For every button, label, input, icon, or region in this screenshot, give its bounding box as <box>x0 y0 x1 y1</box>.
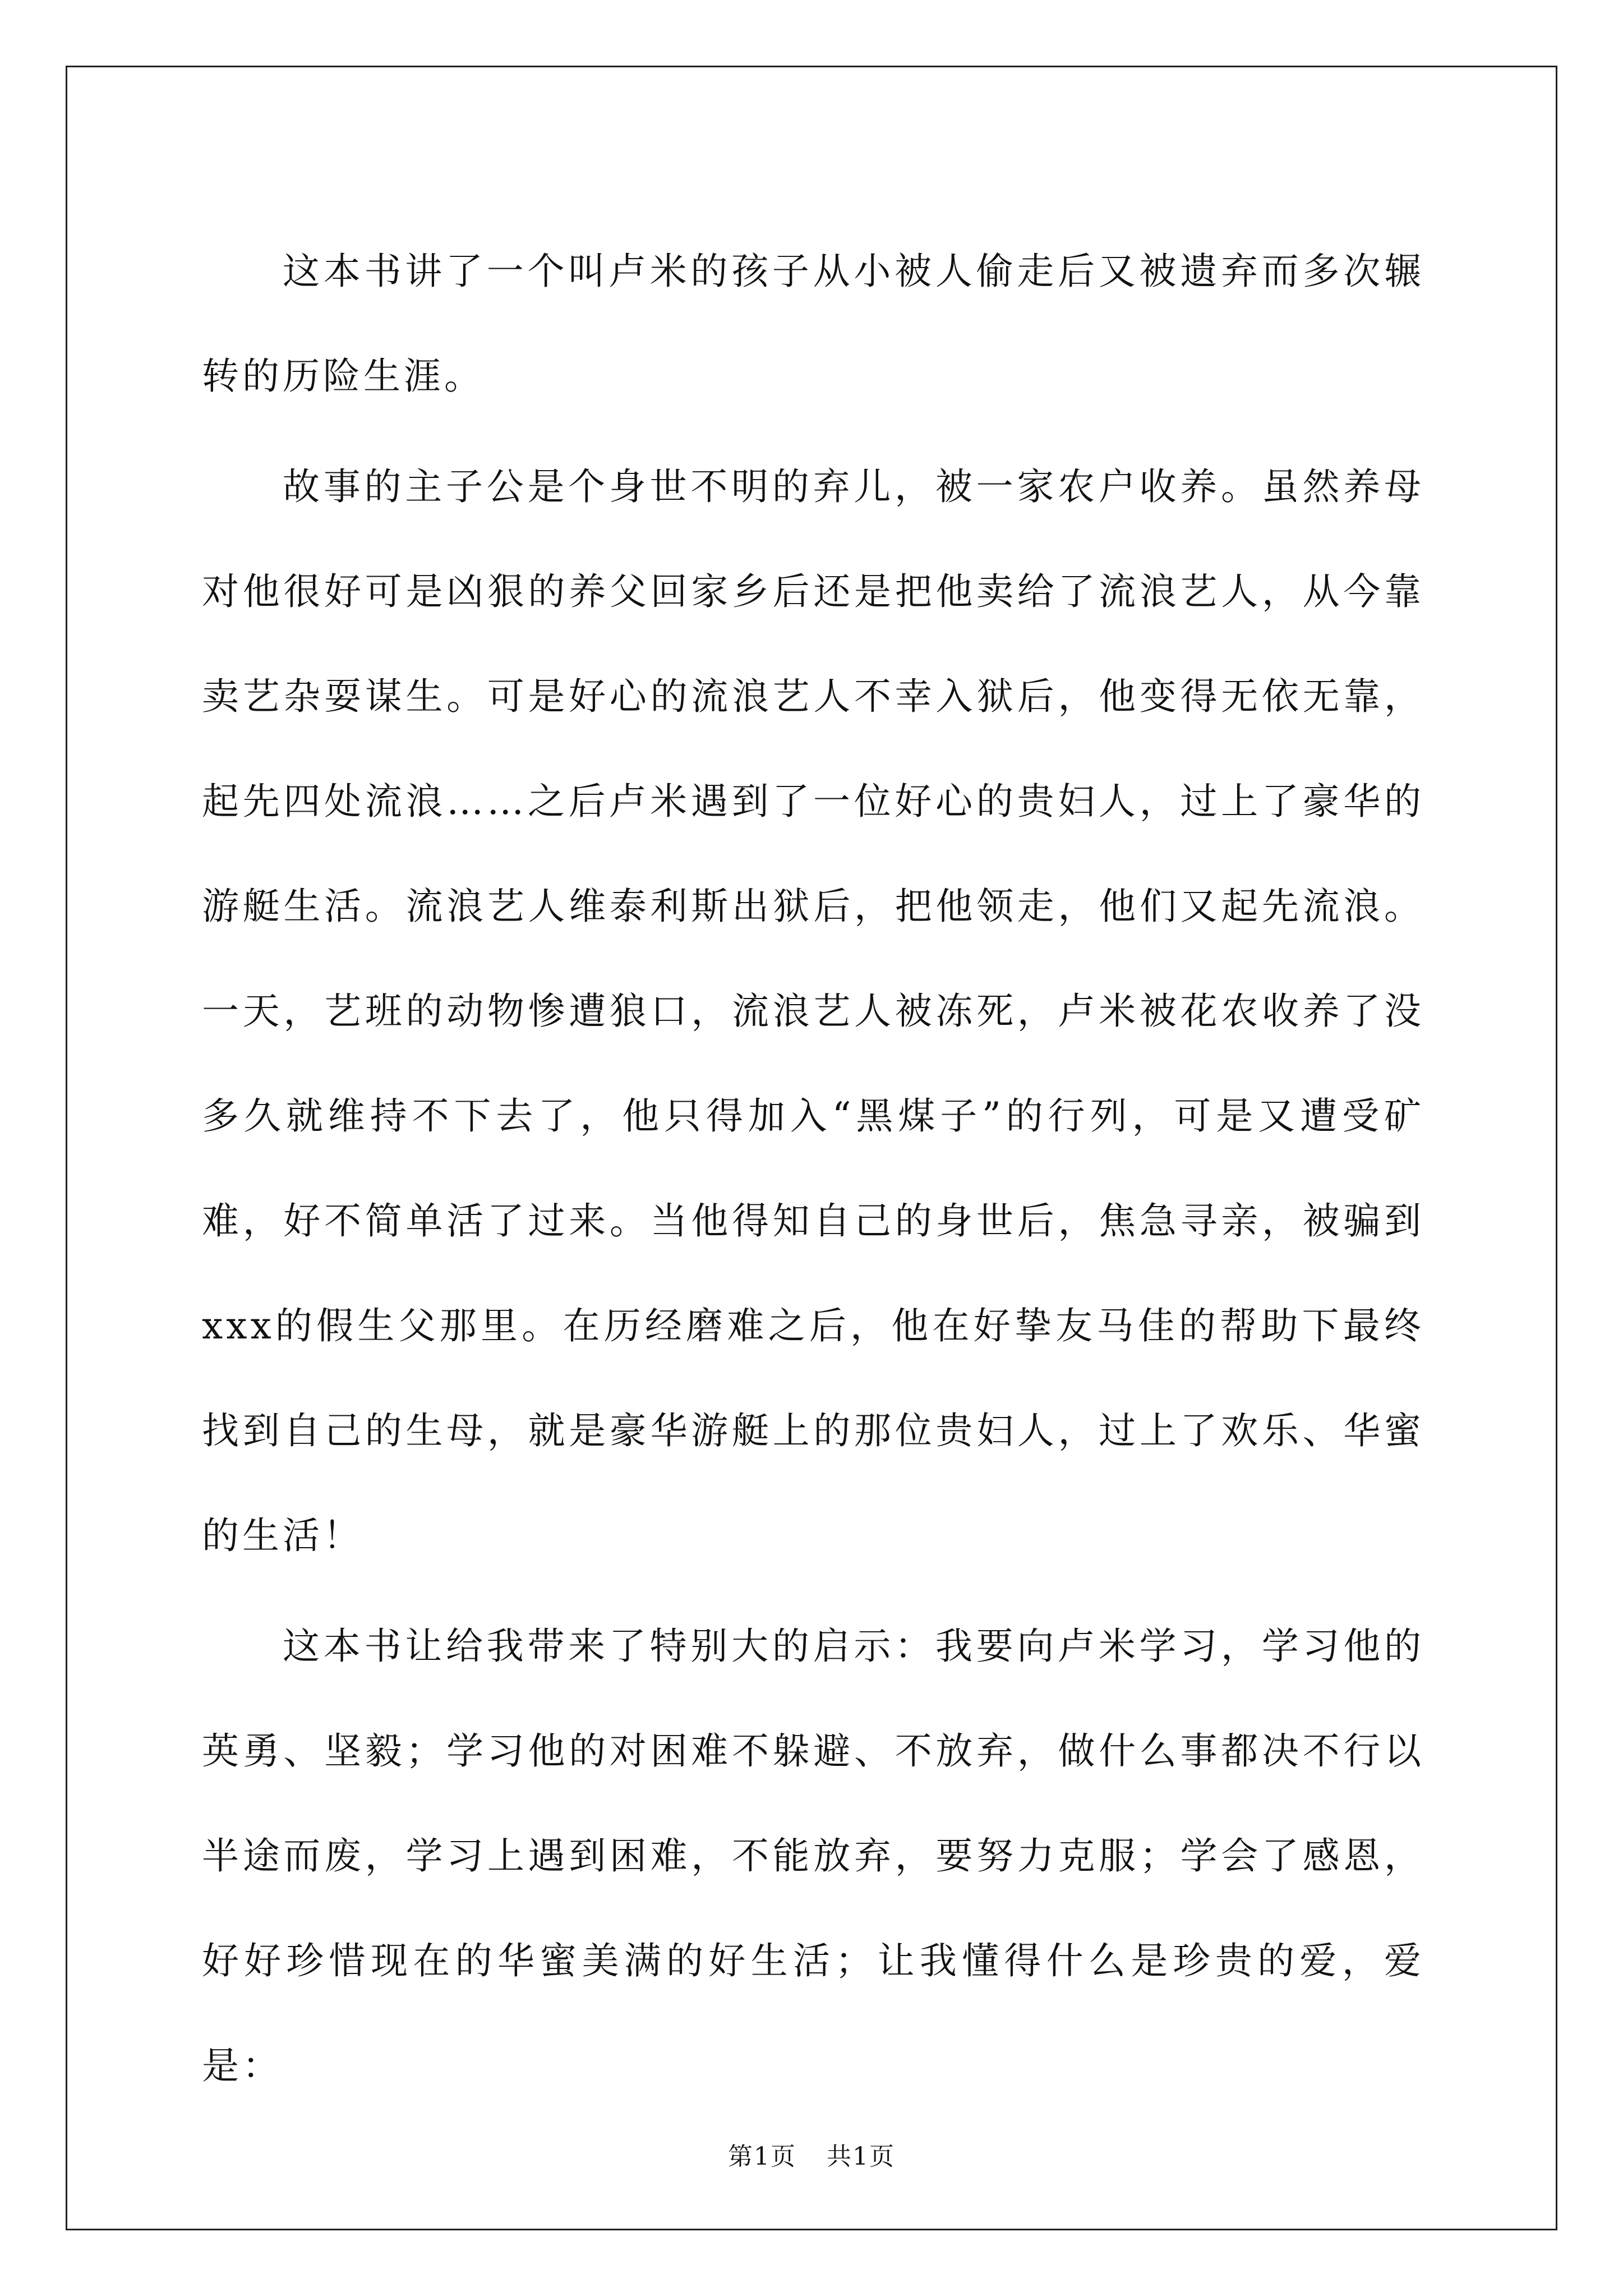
page-total: 共1页 <box>827 2142 895 2171</box>
page-number: 第1页 <box>728 2142 796 2171</box>
document-body <box>202 219 1424 2118</box>
paragraph-1: 这本书讲了一个叫卢米的孩子从小被人偷走后又被遗弃而多次辗转的历险生涯。 <box>202 250 1424 398</box>
paragraph-2: 故事的主子公是个身世不明的弃儿，被一家农户收养。虽然养母对他很好可是凶狠的养父回家乡后还是把他卖给了流浪艺人，从今靠卖艺杂耍谋生。可是好心的流浪艺人不幸入狱后，他变得无依无靠，起先四处流浪……之后卢米遇到了一位好心的贵妇人，过上了豪华的游艇生活。流浪艺人维泰利斯出狱后，把他领走，他们又起先流浪。一天，艺班的动物惨遭狼口，流浪艺人被冻死，卢米被花农收养了没多久就维持不下去了，他只得加入“黑煤子”的行列，可是又遭受矿难，好不简单活了过来。当他得知自己的身世后，焦急寻亲，被骗到xxx的假生父那里。在历经磨难之后，他在好挚友马佳的帮助下最终找到自己的生母，就是豪华游艇上的那位贵妇人，过上了欢乐、华蜜的生活！ <box>202 465 1424 1557</box>
page-footer <box>0 2140 1623 2174</box>
paragraph-3: 这本书让给我带来了特别大的启示：我要向卢米学习，学习他的英勇、坚毅；学习他的对困难不躲避、不放弃，做什么事都决不行以半途而废，学习上遇到困难，不能放弃，要努力克服；学会了感恩，好好珍惜现在的华蜜美满的好生活；让我懂得什么是珍贵的爱，爱是： <box>202 1625 1424 2087</box>
